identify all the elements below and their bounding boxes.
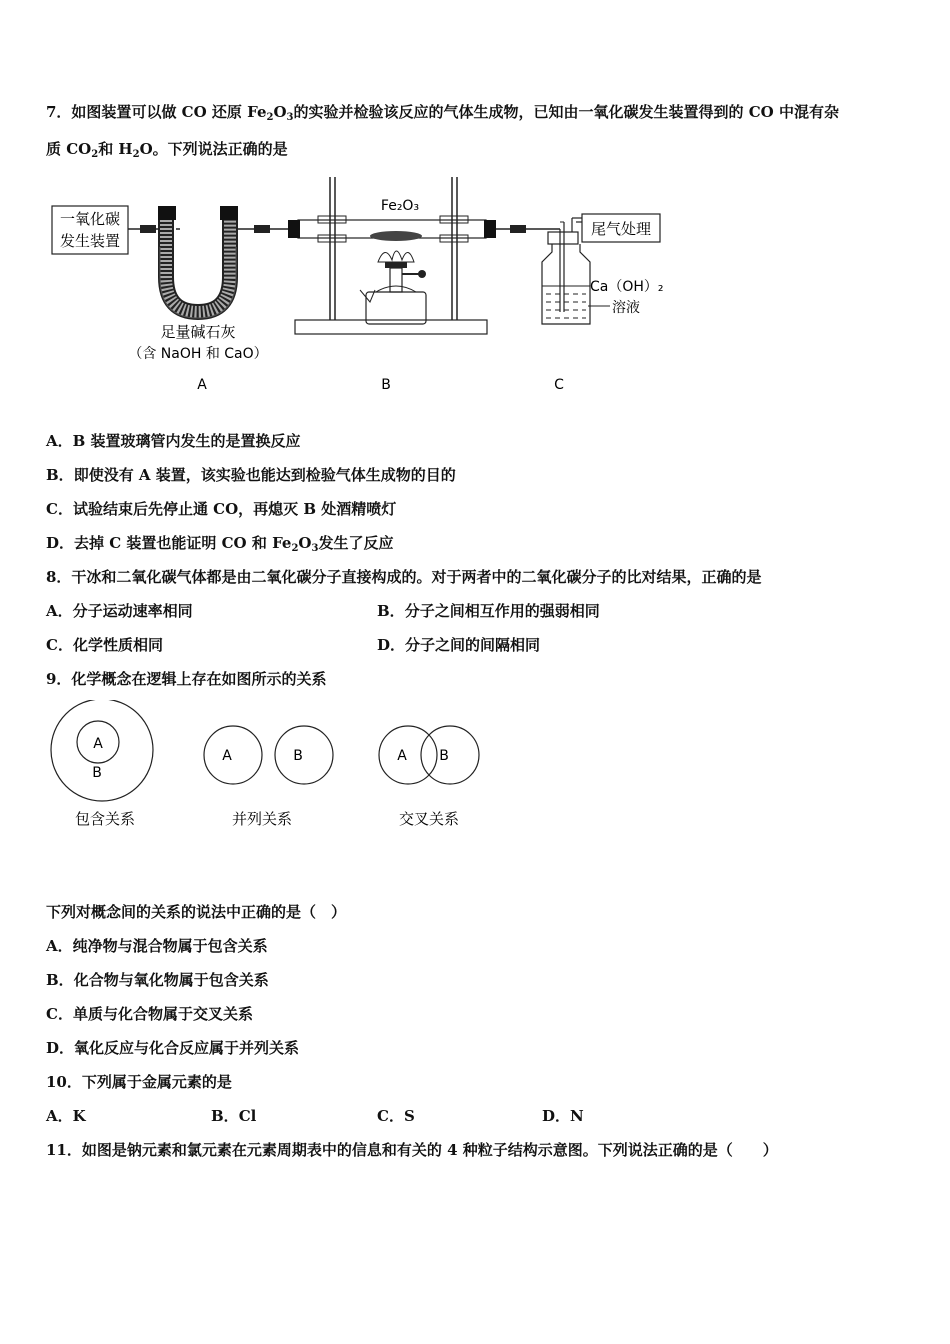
q10-option-a[interactable]: A．K <box>46 1107 86 1125</box>
cross-right-circle <box>421 726 479 784</box>
q8-option-a[interactable]: A．分子运动速率相同 <box>46 602 193 620</box>
apparatus-figure <box>40 172 680 402</box>
q9-sub-stem: 下列对概念间的关系的说法中正确的是（ ） <box>46 903 347 921</box>
solution-label-1: Ca（OH）₂ <box>590 279 664 295</box>
q7-stem-line1: 7．如图装置可以做 CO 还原 $Fe_2O_3$的实验并检验该反应的气体生成物，已知由一氧化碳发生装置得到的 CO 中混有杂 <box>46 103 839 123</box>
bottle-c <box>542 218 590 324</box>
q7-option-a[interactable]: A．B 装置玻璃管内发生的是置换反应 <box>46 432 301 450</box>
q8-option-c[interactable]: C．化学性质相同 <box>46 636 163 654</box>
inclusion-caption: 包含关系 <box>74 810 136 828</box>
inclusion-label-b: B <box>92 765 102 781</box>
stand-b <box>288 177 496 334</box>
parallel-label-b: B <box>293 748 303 764</box>
q10-option-c[interactable]: C．S <box>377 1107 415 1125</box>
q9-stem: 9．化学概念在逻辑上存在如图所示的关系 <box>46 670 327 688</box>
q7-option-d[interactable]: D．去掉 C 装置也能证明 CO 和 $Fe_2O_3$发生了反应 <box>46 534 394 554</box>
q8-option-d[interactable]: D．分子之间的间隔相同 <box>377 636 541 654</box>
cross-left-circle <box>379 726 437 784</box>
cross-label-b: B <box>439 748 449 764</box>
q7-option-b[interactable]: B．即使没有 A 装置，该实验也能达到检验气体生成物的目的 <box>46 466 456 484</box>
q9-option-d[interactable]: D．氧化反应与化合反应属于并列关系 <box>46 1039 300 1057</box>
q8-stem: 8．干冰和二氧化碳气体都是由二氧化碳分子直接构成的。对于两者中的二氧化碳分子的比对结果，正确的是 <box>46 568 762 586</box>
generator-label-line1: 一氧化碳 <box>59 210 121 228</box>
cross-label-a: A <box>397 748 407 764</box>
relations-figure <box>40 700 500 840</box>
q9-option-a[interactable]: A．纯净物与混合物属于包含关系 <box>46 937 268 955</box>
q10-option-d[interactable]: D．N <box>542 1107 584 1125</box>
q11-stem: 11．如图是钠元素和氯元素在元素周期表中的信息和有关的 4 种粒子结构示意图。下列说法正确的是（ ） <box>46 1141 778 1159</box>
inclusion-label-a: A <box>93 736 103 752</box>
parallel-right-circle <box>275 726 333 784</box>
absorbent-label-1: 足量碱石灰 <box>160 323 236 341</box>
apparatus-label-b: B <box>381 377 391 393</box>
parallel-label-a: A <box>222 748 232 764</box>
cross-caption: 交叉关系 <box>398 810 460 828</box>
fe2o3-powder <box>370 231 422 241</box>
q7-stem-line2: 质 $CO_2$和 $H_2O$。下列说法正确的是 <box>46 140 288 160</box>
q7-option-c[interactable]: C．试验结束后先停止通 CO，再熄灭 B 处酒精喷灯 <box>46 500 397 518</box>
parallel-left-circle <box>204 726 262 784</box>
q10-option-b[interactable]: B．Cl <box>211 1107 257 1125</box>
apparatus-label-a: A <box>197 377 207 393</box>
apparatus-label-c: C <box>554 377 564 393</box>
parallel-caption: 并列关系 <box>231 810 293 828</box>
solution-label-2: 溶液 <box>612 300 640 316</box>
tail-gas-label: 尾气处理 <box>590 220 652 238</box>
absorbent-label-2: （含 NaOH 和 CaO） <box>128 346 268 362</box>
q10-stem: 10．下列属于金属元素的是 <box>46 1073 232 1091</box>
reagent-label: Fe₂O₃ <box>380 198 420 214</box>
generator-label-line2: 发生装置 <box>59 232 121 250</box>
q9-option-c[interactable]: C．单质与化合物属于交叉关系 <box>46 1005 253 1023</box>
q9-option-b[interactable]: B．化合物与氧化物属于包含关系 <box>46 971 269 989</box>
u-tube-a <box>158 206 238 318</box>
q8-option-b[interactable]: B．分子之间相互作用的强弱相同 <box>377 602 600 620</box>
